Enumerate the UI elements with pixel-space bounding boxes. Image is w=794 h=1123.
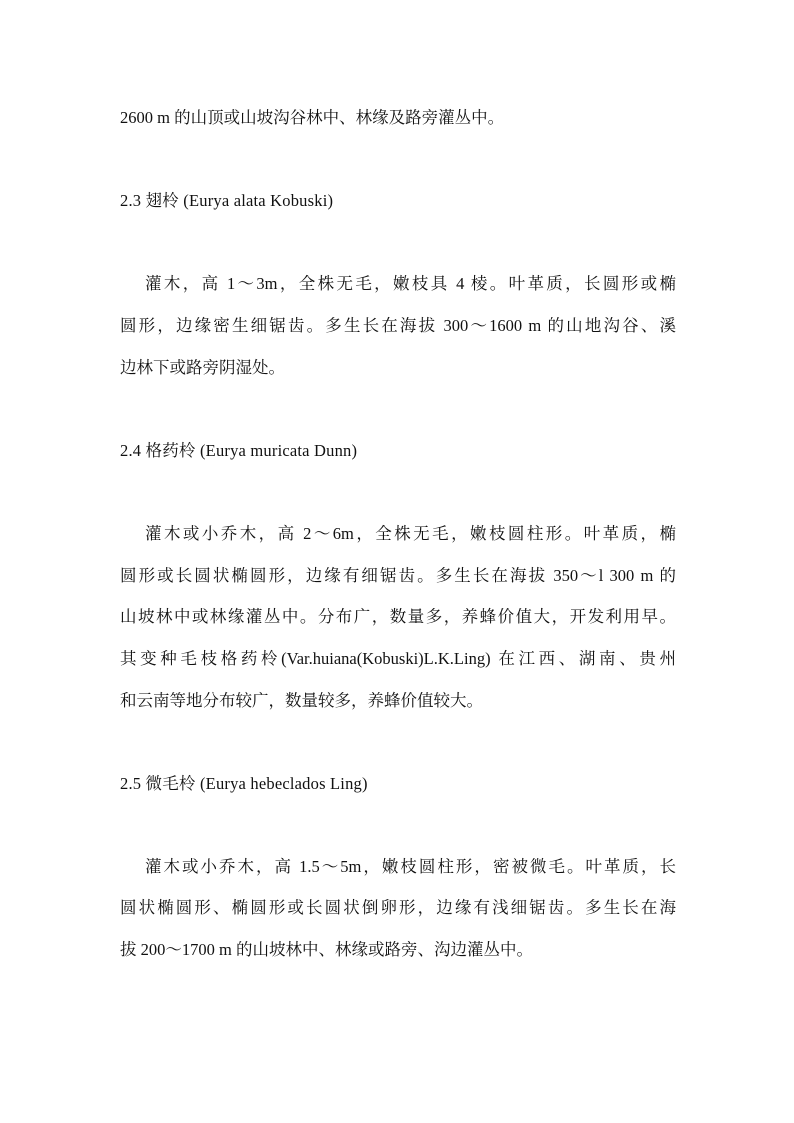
paragraph-2-5-line-3: 拔 200～1700 m 的山坡林中、林缘或路旁、沟边灌丛中。 [120, 940, 533, 959]
paragraph-2-3-line-2: 圆形，边缘密生细锯齿。多生长在海拔 300～1600 m 的山地沟谷、溪 [120, 316, 676, 335]
paragraph-2-5-line-2: 圆状椭圆形、椭圆形或长圆状倒卵形，边缘有浅细锯齿。多生长在海 [120, 898, 676, 917]
paragraph-2-5-line-1: 灌木或小乔木，高 1.5～5m，嫩枝圆柱形，密被微毛。叶革质，长 [145, 857, 676, 876]
section-heading-2-3: 2.3 翅柃 (Eurya alata Kobuski) [120, 191, 334, 210]
paragraph-2-4-line-2: 圆形或长圆状椭圆形，边缘有细锯齿。多生长在海拔 350～l 300 m 的 [120, 566, 676, 585]
section-heading-2-5: 2.5 微毛柃 (Eurya hebeclados Ling) [120, 774, 368, 793]
paragraph-2-4-line-1: 灌木或小乔木，高 2～6m，全株无毛，嫩枝圆柱形。叶革质，椭 [145, 524, 676, 543]
continuation-line: 2600 m 的山顶或山坡沟谷林中、林缘及路旁灌丛中。 [120, 108, 505, 127]
section-heading-2-4: 2.4 格药柃 (Eurya muricata Dunn) [120, 441, 358, 460]
paragraph-2-4-line-4: 其变种毛枝格药柃(Var.huiana(Kobuski)L.K.Ling) 在江西、湖南、贵州 [120, 649, 676, 668]
paragraph-2-3-line-1: 灌木，高 1～3m，全株无毛，嫩枝具 4 棱。叶革质，长圆形或椭 [145, 274, 676, 293]
paragraph-2-4-line-5: 和云南等地分布较广，数量较多，养蜂价值较大。 [120, 691, 483, 710]
paragraph-2-3-line-3: 边林下或路旁阴湿处。 [120, 358, 285, 377]
paragraph-2-4-line-3: 山坡林中或林缘灌丛中。分布广，数量多，养蜂价值大，开发利用早。 [120, 607, 676, 626]
